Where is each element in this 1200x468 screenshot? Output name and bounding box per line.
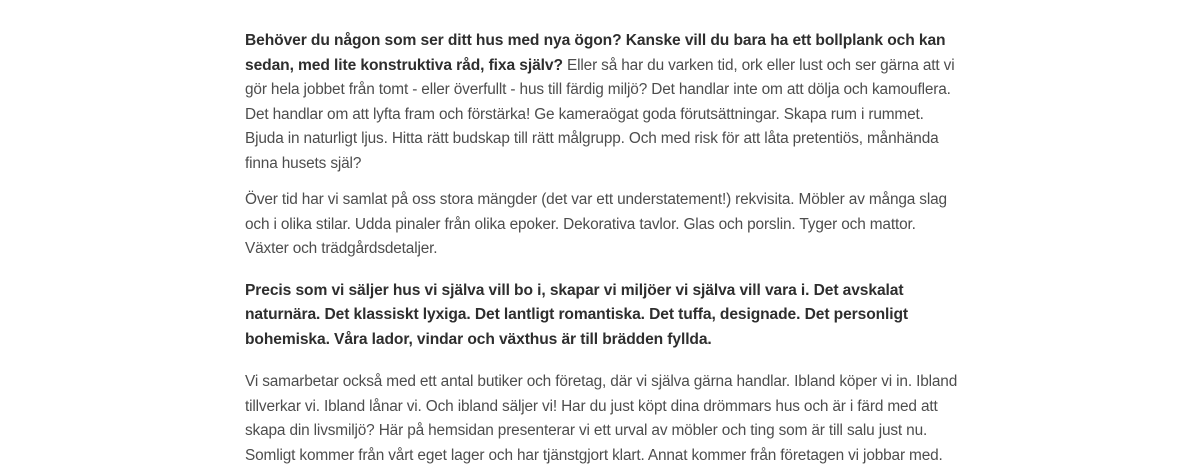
intro-paragraph	[245, 29, 960, 176]
intro-question: Behöver du någon som ser ditt hus med nya ögon? Kanske vill du bara ha ett bollplank och kan sedan, med lite konstruktiva råd, fixa själv?	[245, 32, 946, 74]
collaboration-paragraph: Vi samarbetar också med ett antal butiker och företag, där vi själva gärna handlar. Ibland köper vi in. Ibland tillverkar vi. Ibland lånar vi. Och ibland säljer vi! Har du just köpt dina drömmars hus och är i färd med att skapa din livsmiljö? Här på hemsidan presenterar vi ett urval av möbler och ting som är till salu just nu. Somligt kommer från vårt eget lager och har tjänstgjort klart. Annat kommer från företagen vi jobbar med.	[245, 373, 958, 464]
props-paragraph: Över tid har vi samlat på oss stora mängder (det var ett understatement!) rekvisita. Möbler av många slag och i olika stilar. Udda pinaler från olika epoker. Dekorativa tavlor. Glas och porslin. Tyger och mattor. Växter och trädgårdsdetaljer.	[245, 191, 947, 257]
intro-text: Eller så har du varken tid, ork eller lust och ser gärna att vi gör hela jobbet från tomt - eller överfullt - hus till färdig miljö? Det handlar inte om att dölja och kamouflera. Det handlar om att lyfta fram och förstärka! Ge kameraögat goda förutsättningar. Skapa rum i rummet. Bjuda in naturligt ljus. Hitta rätt budskap till rätt målgrupp. Och med risk för att låta pretentiös, månhända finna husets själ?	[245, 56, 955, 172]
environments-lead: Precis som vi säljer hus vi själva vill bo i, skapar vi miljöer vi själva vill vara i. Det avskalat naturnära. Det klassiskt lyxiga. Det lantligt romantiska. Det tuffa, designade. Det personligt bohemiska. Våra lador, vindar och växthus är till brädden fyllda.	[245, 281, 909, 348]
article-body	[245, 29, 960, 468]
